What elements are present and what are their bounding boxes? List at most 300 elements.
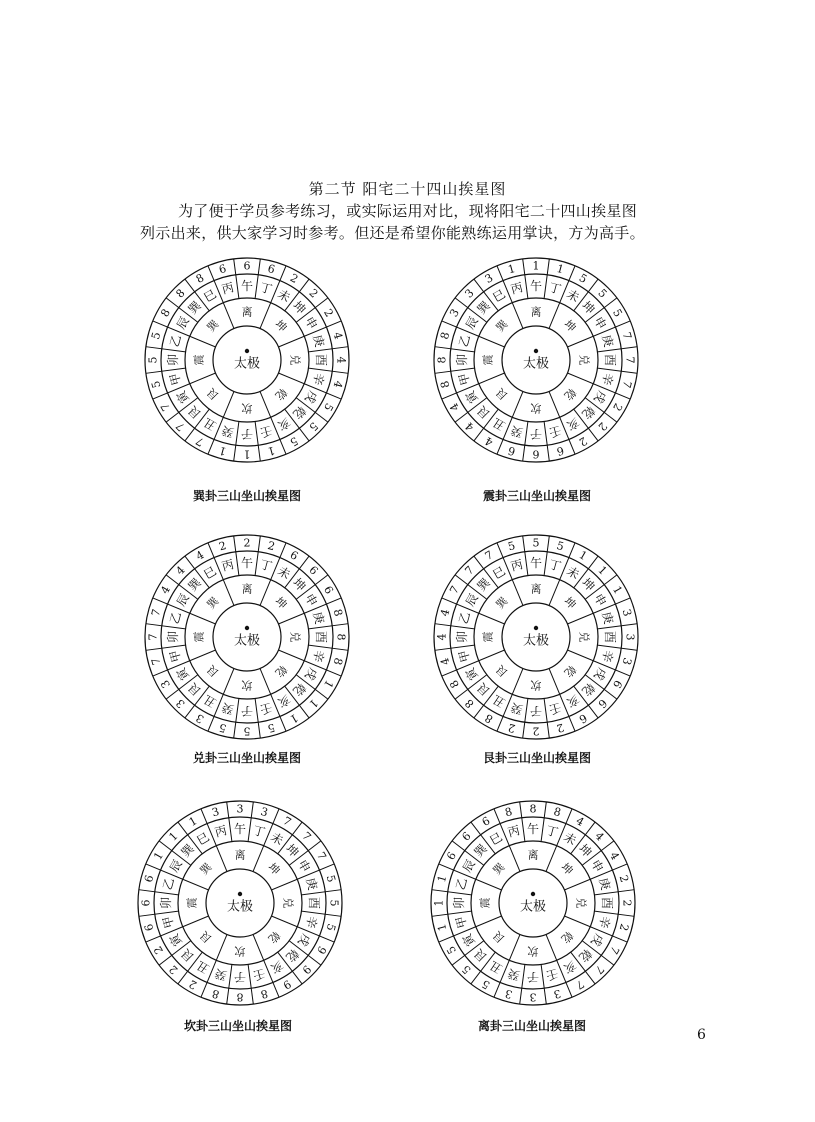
intro-paragraph-line-1: 为了便于学员参考练习，或实际运用对比，现将阳宅二十四山挨星图 — [178, 202, 638, 220]
star-number: 1 — [555, 262, 566, 277]
star-number: 3 — [193, 711, 207, 726]
star-number: 4 — [158, 583, 173, 597]
mountain-label: 辛 — [599, 648, 616, 664]
mountain-label: 戌 — [588, 931, 607, 949]
star-number: 5 — [149, 379, 164, 390]
star-number: 6 — [139, 899, 153, 907]
mountain-label: 甲 — [167, 371, 184, 387]
center-label: 太极 — [233, 356, 261, 372]
mountain-label: 庚 — [310, 610, 327, 626]
mountain-label: 甲 — [167, 648, 184, 664]
trigram-label: 艮 — [204, 662, 222, 680]
star-number: 4 — [462, 419, 477, 434]
wheel-caption-2: 震卦三山坐山挨星图 — [482, 489, 592, 503]
mountain-label: 丁 — [544, 823, 560, 840]
trigram-divider — [190, 373, 216, 384]
mountain-label: 子 — [529, 704, 543, 718]
star-number: 2 — [616, 873, 631, 884]
star-number: 9 — [299, 962, 314, 977]
mountain-label: 辰 — [462, 314, 481, 332]
star-number: 3 — [236, 802, 244, 816]
star-number: 1 — [506, 262, 517, 277]
star-number: 1 — [166, 829, 181, 844]
trigram-label: 震 — [192, 631, 206, 643]
trigram-label: 坎 — [530, 401, 542, 415]
star-number: 2 — [243, 536, 251, 550]
mountain-label: 壬 — [251, 966, 267, 983]
mountain-label: 亥 — [564, 692, 582, 711]
star-number: 3 — [462, 286, 477, 301]
trigram-label: 震 — [478, 897, 492, 909]
mountain-label: 戌 — [302, 665, 321, 683]
star-number: 6 — [306, 563, 321, 578]
star-number: 6 — [266, 262, 277, 277]
trigram-label: 坎 — [530, 678, 542, 692]
star-number: 5 — [287, 434, 301, 449]
mountain-label: 卯 — [166, 353, 180, 367]
star-number: 2 — [576, 434, 590, 449]
trigram-label: 离 — [241, 305, 253, 319]
mountain-label: 丑 — [490, 692, 508, 711]
star-number: 7 — [149, 607, 164, 618]
mountain-label: 午 — [526, 822, 540, 836]
trigram-divider — [476, 879, 502, 890]
mountain-label: 壬 — [547, 423, 563, 440]
trigram-divider — [564, 879, 590, 890]
star-number: 7 — [619, 330, 634, 341]
mountain-label: 申 — [302, 591, 321, 609]
star-number: 1 — [321, 677, 336, 691]
mountain-label: 辰 — [166, 857, 185, 875]
mountain-label: 乙 — [453, 876, 470, 892]
trigram-divider — [567, 373, 593, 384]
star-number: 3 — [503, 986, 514, 1001]
star-number: 7 — [592, 962, 607, 977]
star-number: 8 — [438, 379, 453, 390]
mountain-label: 未 — [268, 829, 286, 848]
star-number: 6 — [142, 922, 157, 933]
star-number: 4 — [438, 607, 453, 618]
trigram-label: 坎 — [241, 678, 253, 692]
star-number: 6 — [142, 873, 157, 884]
star-number: 1 — [435, 873, 450, 884]
trigram-label: 坤 — [272, 317, 290, 335]
mountain-label: 壬 — [258, 423, 274, 440]
mountain-label: 辰 — [462, 591, 481, 609]
star-number: 7 — [280, 814, 294, 829]
trigram-label: 艮 — [490, 928, 508, 946]
trigram-label: 坎 — [241, 401, 253, 415]
trigram-label: 兑 — [281, 897, 295, 909]
mountain-label: 卯 — [159, 896, 173, 910]
star-number: 5 — [610, 306, 625, 320]
star-number: 2 — [166, 962, 181, 977]
trigram-divider — [223, 391, 234, 417]
star-number: 5 — [506, 539, 517, 554]
star-number: 2 — [287, 271, 301, 286]
star-number: 5 — [444, 943, 459, 957]
trigram-divider — [479, 373, 505, 384]
trigram-label: 乾 — [272, 662, 290, 680]
center-label: 太极 — [519, 899, 547, 915]
star-number: 2 — [151, 943, 166, 957]
mountain-label: 辛 — [310, 371, 327, 387]
mountain-label: 乾 — [290, 403, 309, 422]
mountain-label: 壬 — [258, 700, 274, 717]
star-number: 1 — [243, 447, 251, 461]
mountain-label: 乙 — [167, 610, 184, 626]
mountain-label: 子 — [240, 704, 254, 718]
mountain-label: 丙 — [220, 557, 236, 574]
mountain-label: 坤 — [579, 575, 598, 594]
center-label: 太极 — [522, 356, 550, 372]
star-number: 4 — [592, 829, 607, 844]
mountain-label: 申 — [591, 591, 610, 609]
center-dot — [245, 626, 249, 630]
mountain-label: 亥 — [561, 958, 579, 977]
mountain-label: 亥 — [564, 415, 582, 434]
trigram-divider — [190, 613, 216, 624]
star-number: 1 — [595, 563, 610, 578]
trigram-label: 坤 — [561, 594, 579, 612]
mountain-label: 戌 — [591, 388, 610, 406]
star-number: 1 — [217, 443, 228, 458]
trigram-label: 巽 — [204, 594, 222, 612]
star-number: 7 — [314, 849, 329, 863]
star-number: 8 — [236, 990, 244, 1004]
trigram-divider — [278, 613, 304, 624]
star-number: 7 — [447, 583, 462, 597]
trigram-label: 兑 — [577, 631, 591, 643]
section-title: 第二节 阳宅二十四山挨星图 — [308, 180, 507, 198]
star-number: 2 — [620, 899, 634, 907]
mountain-label: 卯 — [166, 630, 180, 644]
wheel-caption-1: 巽卦三山坐山挨星图 — [192, 489, 302, 503]
star-number: 2 — [610, 400, 625, 414]
star-number: 1 — [576, 548, 590, 563]
star-number: 6 — [532, 447, 540, 461]
trigram-label: 艮 — [197, 928, 215, 946]
center-dot — [534, 349, 538, 353]
mountain-label: 丙 — [506, 823, 522, 840]
trigram-divider — [223, 668, 234, 694]
star-number: 5 — [217, 720, 228, 735]
mountain-label: 寅 — [173, 665, 192, 683]
mountain-label: 辛 — [599, 371, 616, 387]
star-number: 7 — [146, 633, 160, 641]
trigram-label: 乾 — [272, 385, 290, 403]
wheel-caption-5: 坎卦三山坐山挨星图 — [183, 1019, 293, 1033]
star-number: 1 — [610, 583, 625, 597]
trigram-divider — [512, 303, 523, 329]
trigram-divider — [564, 916, 590, 927]
mountain-label: 壬 — [547, 700, 563, 717]
star-number: 2 — [306, 286, 321, 301]
mountain-label: 辰 — [459, 857, 478, 875]
trigram-label: 乾 — [561, 385, 579, 403]
star-number: 7 — [173, 419, 188, 434]
star-number: 7 — [573, 977, 587, 992]
mountain-label: 庚 — [599, 333, 616, 349]
trigram-divider — [512, 391, 523, 417]
star-number: 7 — [149, 656, 164, 667]
wheel-caption-4: 艮卦三山坐山挨星图 — [482, 751, 592, 765]
center-label: 太极 — [226, 899, 254, 915]
star-number: 5 — [327, 899, 341, 907]
mountain-label: 甲 — [453, 914, 470, 930]
mountain-label: 丑 — [201, 415, 219, 434]
mountain-label: 甲 — [456, 648, 473, 664]
star-number: 9 — [314, 943, 329, 957]
trigram-divider — [183, 879, 209, 890]
star-number: 3 — [173, 696, 188, 711]
mountain-label: 艮 — [185, 680, 204, 699]
star-number: 6 — [321, 583, 336, 597]
page-number: 6 — [697, 1027, 706, 1043]
star-number: 9 — [280, 977, 294, 992]
star-wheel-5 — [135, 798, 345, 1008]
mountain-label: 巳 — [490, 563, 508, 582]
mountain-label: 癸 — [506, 966, 522, 983]
mountain-label: 午 — [529, 556, 543, 570]
star-number: 6 — [444, 849, 459, 863]
mountain-label: 丁 — [258, 280, 274, 297]
mountain-label: 午 — [529, 279, 543, 293]
mountain-label: 癸 — [213, 966, 229, 983]
star-number: 2 — [506, 720, 517, 735]
mountain-label: 坤 — [576, 841, 595, 860]
trigram-divider — [509, 934, 520, 960]
trigram-label: 离 — [527, 848, 539, 862]
star-number: 2 — [616, 922, 631, 933]
trigram-label: 离 — [530, 582, 542, 596]
mountain-label: 艮 — [474, 680, 493, 699]
mountain-label: 癸 — [220, 700, 236, 717]
star-number: 6 — [479, 814, 493, 829]
star-number: 6 — [459, 829, 474, 844]
trigram-label: 坎 — [234, 944, 246, 958]
star-number: 5 — [149, 330, 164, 341]
trigram-divider — [223, 303, 234, 329]
trigram-divider — [278, 373, 304, 384]
center-dot — [531, 892, 535, 896]
center-dot — [238, 892, 242, 896]
mountain-label: 乙 — [456, 333, 473, 349]
trigram-divider — [567, 613, 593, 624]
star-number: 6 — [287, 548, 301, 563]
mountain-label: 子 — [233, 970, 247, 984]
mountain-label: 巽 — [185, 575, 204, 594]
star-number: 7 — [619, 379, 634, 390]
mountain-label: 乙 — [160, 876, 177, 892]
mountain-label: 艮 — [471, 946, 490, 965]
mountain-label: 巽 — [185, 298, 204, 317]
mountain-label: 辛 — [310, 648, 327, 664]
mountain-label: 庚 — [303, 876, 320, 892]
mountain-label: 未 — [564, 286, 582, 305]
star-number: 2 — [217, 539, 228, 554]
mountain-label: 乾 — [579, 680, 598, 699]
trigram-label: 巽 — [493, 317, 511, 335]
mountain-label: 酉 — [600, 896, 614, 910]
mountain-label: 乙 — [167, 333, 184, 349]
mountain-label: 子 — [529, 427, 543, 441]
star-number: 4 — [330, 379, 345, 390]
star-number: 3 — [552, 986, 563, 1001]
mountain-label: 酉 — [307, 896, 321, 910]
trigram-divider — [260, 580, 271, 606]
mountain-label: 未 — [564, 563, 582, 582]
wheel-caption-3: 兑卦三山坐山挨星图 — [192, 751, 302, 765]
star-number: 5 — [595, 286, 610, 301]
star-number: 5 — [479, 977, 493, 992]
star-number: 8 — [435, 356, 449, 364]
star-number: 4 — [193, 548, 207, 563]
trigram-label: 离 — [234, 848, 246, 862]
mountain-label: 申 — [295, 857, 314, 875]
trigram-label: 兑 — [288, 354, 302, 366]
trigram-divider — [549, 391, 560, 417]
mountain-label: 未 — [561, 829, 579, 848]
center-dot — [534, 626, 538, 630]
star-number: 4 — [482, 434, 496, 449]
star-number: 1 — [306, 696, 321, 711]
trigram-label: 坤 — [265, 860, 283, 878]
mountain-label: 辰 — [173, 314, 192, 332]
mountain-label: 午 — [240, 279, 254, 293]
mountain-label: 丑 — [194, 958, 212, 977]
trigram-label: 坤 — [558, 860, 576, 878]
star-number: 3 — [482, 271, 496, 286]
trigram-divider — [253, 846, 264, 872]
mountain-label: 丑 — [487, 958, 505, 977]
mountain-label: 庚 — [310, 333, 327, 349]
mountain-label: 丁 — [547, 280, 563, 297]
mountain-label: 巽 — [471, 841, 490, 860]
star-number: 2 — [595, 419, 610, 434]
star-number: 2 — [555, 720, 566, 735]
star-number: 6 — [555, 443, 566, 458]
mountain-label: 酉 — [603, 353, 617, 367]
trigram-divider — [509, 846, 520, 872]
star-number: 7 — [623, 356, 637, 364]
mountain-label: 卯 — [452, 896, 466, 910]
star-number: 8 — [173, 286, 188, 301]
mountain-label: 艮 — [185, 403, 204, 422]
trigram-divider — [278, 650, 304, 661]
star-number: 8 — [438, 330, 453, 341]
star-number: 8 — [529, 802, 537, 816]
star-number: 5 — [532, 536, 540, 550]
mountain-label: 辛 — [596, 914, 613, 930]
mountain-label: 壬 — [544, 966, 560, 983]
star-number: 4 — [447, 400, 462, 414]
trigram-label: 兑 — [577, 354, 591, 366]
trigram-divider — [479, 336, 505, 347]
star-number: 5 — [306, 419, 321, 434]
star-number: 1 — [532, 259, 540, 273]
mountain-label: 巽 — [474, 298, 493, 317]
mountain-label: 丑 — [201, 692, 219, 711]
mountain-label: 丙 — [509, 280, 525, 297]
star-wheel-2 — [431, 255, 641, 465]
star-wheel-4 — [431, 532, 641, 742]
mountain-label: 戌 — [295, 931, 314, 949]
trigram-label: 震 — [481, 631, 495, 643]
star-number: 5 — [555, 539, 566, 554]
star-number: 8 — [334, 633, 348, 641]
star-number: 3 — [259, 805, 270, 820]
trigram-label: 兑 — [574, 897, 588, 909]
trigram-divider — [479, 613, 505, 624]
star-number: 5 — [321, 400, 336, 414]
star-number: 8 — [158, 306, 173, 320]
mountain-label: 巽 — [178, 841, 197, 860]
center-label: 太极 — [522, 633, 550, 649]
trigram-divider — [271, 916, 297, 927]
star-number: 3 — [623, 633, 637, 641]
trigram-divider — [260, 391, 271, 417]
star-number: 3 — [210, 805, 221, 820]
mountain-label: 午 — [233, 822, 247, 836]
mountain-label: 庚 — [599, 610, 616, 626]
trigram-divider — [183, 916, 209, 927]
star-number: 8 — [552, 805, 563, 820]
star-wheel-1 — [142, 255, 352, 465]
mountain-label: 亥 — [275, 692, 293, 711]
trigram-label: 震 — [481, 354, 495, 366]
trigram-divider — [216, 934, 227, 960]
star-number: 3 — [619, 656, 634, 667]
mountain-label: 丁 — [547, 557, 563, 574]
trigram-divider — [546, 846, 557, 872]
star-number: 2 — [266, 539, 277, 554]
mountain-label: 丁 — [258, 557, 274, 574]
mountain-label: 申 — [591, 314, 610, 332]
star-number: 5 — [323, 922, 338, 933]
mountain-label: 乾 — [579, 403, 598, 422]
mountain-label: 酉 — [314, 630, 328, 644]
mountain-label: 坤 — [290, 575, 309, 594]
mountain-label: 庚 — [596, 876, 613, 892]
mountain-label: 午 — [240, 556, 254, 570]
trigram-divider — [549, 580, 560, 606]
star-number: 1 — [432, 899, 446, 907]
star-number: 5 — [576, 271, 590, 286]
trigram-label: 震 — [185, 897, 199, 909]
mountain-label: 子 — [240, 427, 254, 441]
trigram-divider — [271, 879, 297, 890]
trigram-divider — [190, 650, 216, 661]
mountain-label: 甲 — [160, 914, 177, 930]
wheel-caption-6: 离卦三山坐山挨星图 — [477, 1019, 587, 1033]
trigram-divider — [476, 916, 502, 927]
mountain-label: 辛 — [303, 914, 320, 930]
star-number: 4 — [573, 814, 587, 829]
star-number: 1 — [186, 814, 200, 829]
mountain-label: 未 — [275, 286, 293, 305]
trigram-label: 乾 — [561, 662, 579, 680]
intro-paragraph-line-2: 列示出来，供大家学习时参考。但还是希望你能熟练运用掌诀，方为高手。 — [140, 224, 645, 242]
star-number: 5 — [323, 873, 338, 884]
mountain-label: 寅 — [462, 665, 481, 683]
star-number: 7 — [482, 548, 496, 563]
star-wheel-3 — [142, 532, 352, 742]
trigram-label: 坎 — [527, 944, 539, 958]
mountain-label: 丙 — [213, 823, 229, 840]
mountain-label: 子 — [526, 970, 540, 984]
mountain-label: 癸 — [220, 423, 236, 440]
